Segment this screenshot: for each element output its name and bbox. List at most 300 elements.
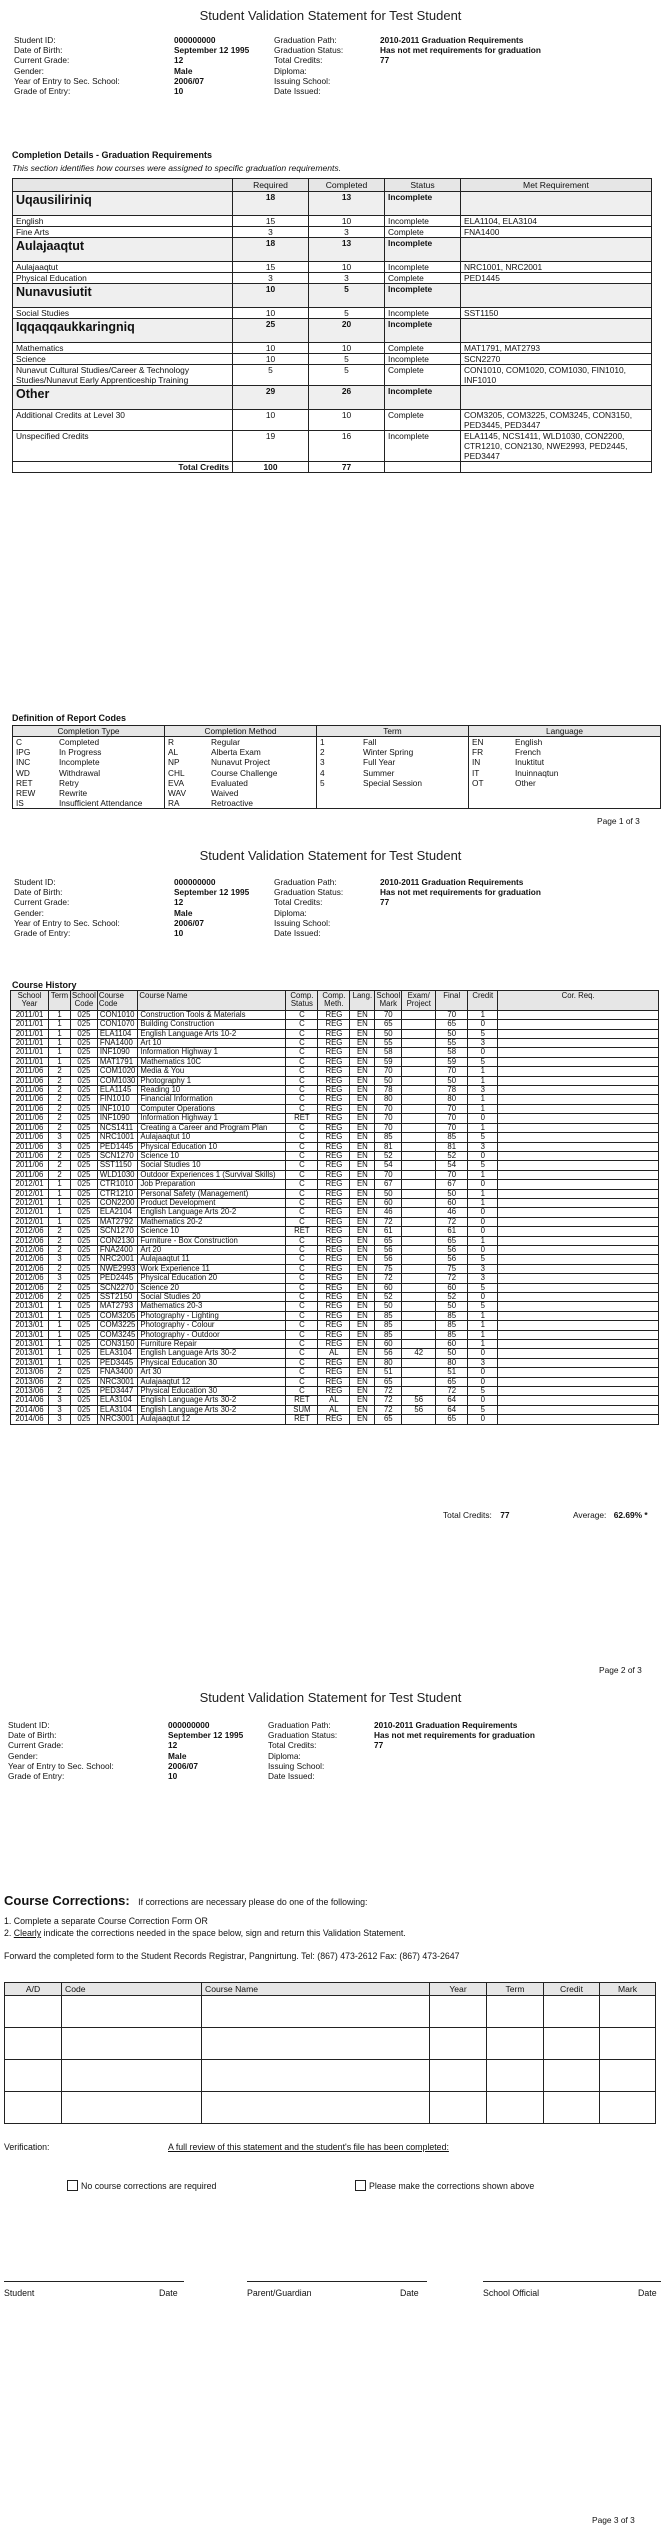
school-mark-cell: 70 — [375, 1114, 402, 1123]
language-cell: EN — [350, 1095, 375, 1104]
correction-entry-cell[interactable] — [430, 2060, 487, 2092]
code-definition — [469, 747, 660, 757]
correction-entry-cell[interactable] — [487, 2092, 544, 2124]
course-code-cell: CTR1010 — [97, 1180, 138, 1189]
school-year-cell: 2012/06 — [11, 1255, 49, 1264]
correction-required-cell — [498, 1048, 659, 1057]
col-header-exam-project: Exam/ Project — [402, 991, 436, 1011]
student-info-block — [8, 1720, 648, 1781]
final-mark-cell: 72 — [436, 1217, 468, 1226]
school-year-cell: 2012/01 — [11, 1180, 49, 1189]
info-label: Year of Entry to Sec. School: — [8, 1760, 114, 1771]
course-code-cell: INF1010 — [97, 1104, 138, 1113]
term-cell: 2 — [49, 1264, 71, 1273]
col-header-term: Term — [49, 991, 71, 1011]
exam-project-cell — [402, 1293, 436, 1302]
comp-status-cell: C — [286, 1377, 318, 1386]
term-cell: 1 — [49, 1048, 71, 1057]
school-year-cell: 2011/06 — [11, 1086, 49, 1095]
completed-credits: 10 — [309, 410, 385, 431]
course-code-cell: NRC2001 — [97, 1255, 138, 1264]
course-name-cell: Aulajaaqtut 11 — [138, 1255, 286, 1264]
info-value: 12 — [174, 897, 184, 908]
school-mark-cell: 70 — [375, 1170, 402, 1179]
comp-method-cell: REG — [318, 1415, 350, 1424]
language-cell: EN — [350, 1170, 375, 1179]
comp-status-cell: C — [286, 1274, 318, 1283]
course-code-cell: ELA1145 — [97, 1086, 138, 1095]
final-mark-cell: 55 — [436, 1039, 468, 1048]
school-code-cell: 025 — [71, 1387, 98, 1396]
exam-project-cell — [402, 1274, 436, 1283]
credit-cell: 3 — [468, 1142, 498, 1151]
exam-project-cell — [402, 1133, 436, 1142]
col-header-comp-method: Comp. Meth. — [318, 991, 350, 1011]
col-header-requirement — [13, 179, 233, 192]
school-year-cell: 2011/01 — [11, 1057, 49, 1066]
school-mark-cell: 70 — [375, 1067, 402, 1076]
course-history-row — [11, 1180, 659, 1189]
school-year-cell: 2012/01 — [11, 1189, 49, 1198]
met-requirement-courses — [461, 386, 652, 410]
language-cell: EN — [350, 1180, 375, 1189]
final-mark-cell: 56 — [436, 1255, 468, 1264]
school-code-cell: 025 — [71, 1405, 98, 1414]
term-cell: 2 — [49, 1368, 71, 1377]
correction-entry-cell[interactable] — [430, 2028, 487, 2060]
comp-method-cell: AL — [318, 1396, 350, 1405]
verification-statement: A full review of this statement and the student's file has been completed: — [168, 2142, 449, 2152]
school-year-cell: 2013/06 — [11, 1377, 49, 1386]
school-year-cell: 2011/06 — [11, 1076, 49, 1085]
school-code-cell: 025 — [71, 1189, 98, 1198]
school-year-cell: 2013/01 — [11, 1321, 49, 1330]
correction-entry-cell[interactable] — [600, 2060, 656, 2092]
correction-entry-cell[interactable] — [430, 1996, 487, 2028]
language-cell: EN — [350, 1039, 375, 1048]
course-code-cell: MAT1791 — [97, 1057, 138, 1066]
school-code-cell: 025 — [71, 1415, 98, 1424]
course-code-cell: CON1070 — [97, 1020, 138, 1029]
comp-status-cell: C — [286, 1161, 318, 1170]
info-row — [14, 86, 654, 96]
course-name-cell: Physical Education 20 — [138, 1274, 286, 1283]
credit-cell: 0 — [468, 1114, 498, 1123]
correction-entry-cell[interactable] — [544, 1996, 600, 2028]
col-header-course-name: Course Name — [202, 1983, 430, 1996]
correction-entry-cell[interactable] — [5, 2028, 62, 2060]
exam-project-cell — [402, 1104, 436, 1113]
info-value: 77 — [380, 897, 390, 908]
school-code-cell: 025 — [71, 1198, 98, 1207]
info-label: Issuing School: — [268, 1760, 325, 1771]
comp-status-cell: C — [286, 1086, 318, 1095]
course-history-row — [11, 1020, 659, 1029]
comp-status-cell: C — [286, 1189, 318, 1198]
school-year-cell: 2013/06 — [11, 1368, 49, 1377]
exam-project-cell: 42 — [402, 1349, 436, 1358]
correction-entry-cell[interactable] — [600, 2092, 656, 2124]
comp-status-cell: C — [286, 1236, 318, 1245]
info-row — [8, 1720, 648, 1730]
school-mark-cell: 67 — [375, 1180, 402, 1189]
completed-credits: 13 — [309, 192, 385, 216]
school-code-cell: 025 — [71, 1358, 98, 1367]
parent-signature-label: Parent/Guardian — [247, 2288, 312, 2298]
info-label: Gender: — [14, 907, 44, 918]
comp-status-cell: C — [286, 1029, 318, 1038]
exam-project-cell — [402, 1067, 436, 1076]
total-credits-row — [13, 462, 652, 473]
forward-instructions: Forward the completed form to the Student Records Registrar, Pangnirtung. Tel: (867) 473-2612 Fax: (867) 473-2647 — [4, 1951, 460, 1961]
term-cell: 2 — [49, 1095, 71, 1104]
requirement-group-row — [13, 319, 652, 343]
school-mark-cell: 60 — [375, 1283, 402, 1292]
met-requirement-courses: SST1150 — [461, 308, 652, 319]
correction-required-cell — [498, 1236, 659, 1245]
exam-project-cell — [402, 1048, 436, 1057]
comp-method-cell: REG — [318, 1368, 350, 1377]
col-header-school-year: School Year — [11, 991, 49, 1011]
comp-method-cell: REG — [318, 1330, 350, 1339]
info-label: Diploma: — [274, 65, 307, 76]
codes-column — [469, 737, 661, 809]
school-mark-cell: 60 — [375, 1198, 402, 1207]
language-cell: EN — [350, 1142, 375, 1151]
course-name-cell: Construction Tools & Materials — [138, 1010, 286, 1019]
comp-method-cell: REG — [318, 1283, 350, 1292]
final-mark-cell: 65 — [436, 1020, 468, 1029]
language-cell: EN — [350, 1151, 375, 1160]
correction-entry-cell[interactable] — [544, 2060, 600, 2092]
correction-entry-cell[interactable] — [62, 2092, 202, 2124]
code-definition — [13, 798, 164, 808]
info-value: September 12 1995 — [174, 887, 250, 898]
requirement-name: Fine Arts — [13, 227, 233, 238]
correction-required-cell — [498, 1133, 659, 1142]
correction-entry-row — [5, 2092, 656, 2124]
correction-required-cell — [498, 1180, 659, 1189]
requirement-status: Complete — [385, 227, 461, 238]
correction-required-cell — [498, 1358, 659, 1367]
school-year-cell: 2013/01 — [11, 1358, 49, 1367]
correction-entry-cell[interactable] — [430, 2092, 487, 2124]
correction-entry-cell[interactable] — [5, 1996, 62, 2028]
code-meaning: Alberta Exam — [211, 747, 261, 758]
info-label: Grade of Entry: — [14, 85, 71, 96]
info-value: 000000000 — [174, 877, 216, 887]
course-code-cell: NRC1001 — [97, 1133, 138, 1142]
correction-required-cell — [498, 1189, 659, 1198]
code-definition — [165, 788, 316, 798]
course-name-cell: Information Highway 1 — [138, 1048, 286, 1057]
course-history-row — [11, 1142, 659, 1151]
correction-required-cell — [498, 1114, 659, 1123]
student-signature-line[interactable] — [4, 2281, 184, 2282]
correction-step-1: 1. Complete a separate Course Correction Form OR — [4, 1916, 208, 1926]
info-row — [14, 45, 654, 55]
school-code-cell: 025 — [71, 1039, 98, 1048]
code-meaning: Waived — [211, 787, 239, 798]
met-requirement-courses: MAT1791, MAT2793 — [461, 343, 652, 354]
step2-emphasis: Clearly — [13, 1928, 42, 1938]
info-value: 2010-2011 Graduation Requirements — [380, 35, 524, 45]
info-label: Diploma: — [268, 1750, 301, 1761]
info-value: 2006/07 — [174, 75, 204, 86]
course-name-cell: Outdoor Experiences 1 (Survival Skills) — [138, 1170, 286, 1179]
correction-required-cell — [498, 1170, 659, 1179]
code-definition — [469, 778, 660, 788]
col-header-mark: Mark — [600, 1983, 656, 1996]
final-mark-cell: 52 — [436, 1293, 468, 1302]
course-code-cell: COM3245 — [97, 1330, 138, 1339]
requirement-row — [13, 308, 652, 319]
requirement-status: Incomplete — [385, 192, 461, 216]
col-header-met-requirement: Met Requirement — [461, 179, 652, 192]
credit-cell: 1 — [468, 1010, 498, 1019]
official-signature-line[interactable] — [483, 2281, 661, 2282]
language-cell: EN — [350, 1104, 375, 1113]
total-credits-summary — [443, 1510, 510, 1520]
page-title: Student Validation Statement for Test Student — [199, 848, 462, 863]
course-code-cell: SCN2270 — [97, 1283, 138, 1292]
code-definition — [469, 737, 660, 747]
credit-cell: 0 — [468, 1293, 498, 1302]
credit-cell: 1 — [468, 1170, 498, 1179]
info-label: Graduation Path: — [268, 1720, 331, 1730]
comp-method-cell: REG — [318, 1151, 350, 1160]
final-mark-cell: 80 — [436, 1095, 468, 1104]
term-cell: 2 — [49, 1114, 71, 1123]
correction-entry-cell[interactable] — [600, 1996, 656, 2028]
requirement-name: English — [13, 216, 233, 227]
correction-entry-cell[interactable] — [62, 2060, 202, 2092]
requirement-name: Nunavut Cultural Studies/Career & Technology Studies/Nunavut Early Apprenticeship Training — [13, 365, 233, 386]
comp-status-cell: C — [286, 1170, 318, 1179]
make-corrections-checkbox[interactable] — [355, 2180, 366, 2191]
language-cell: EN — [350, 1358, 375, 1367]
credit-cell: 1 — [468, 1311, 498, 1320]
correction-entry-cell[interactable] — [202, 1996, 430, 2028]
code-meaning: French — [515, 747, 541, 758]
comp-method-cell: REG — [318, 1245, 350, 1254]
requirement-name: Aulajaaqtut — [13, 262, 233, 273]
exam-project-cell — [402, 1180, 436, 1189]
code-key: CHL — [168, 767, 185, 778]
final-mark-cell: 70 — [436, 1010, 468, 1019]
code-meaning: Other — [515, 777, 536, 788]
requirement-status: Complete — [385, 343, 461, 354]
term-cell: 1 — [49, 1189, 71, 1198]
requirement-name: Science — [13, 354, 233, 365]
completed-credits: 5 — [309, 354, 385, 365]
comp-status-cell: C — [286, 1095, 318, 1104]
student-info-block — [14, 35, 654, 96]
met-requirement-courses — [461, 192, 652, 216]
credit-cell: 1 — [468, 1067, 498, 1076]
school-year-cell: 2012/06 — [11, 1227, 49, 1236]
required-credits: 5 — [233, 365, 309, 386]
info-value: 2010-2011 Graduation Requirements — [380, 877, 524, 887]
final-mark-cell: 70 — [436, 1114, 468, 1123]
language-cell: EN — [350, 1302, 375, 1311]
final-mark-cell: 61 — [436, 1227, 468, 1236]
correction-required-cell — [498, 1095, 659, 1104]
course-code-cell: MAT2792 — [97, 1217, 138, 1226]
info-value: 12 — [174, 55, 184, 66]
code-key: EN — [472, 737, 484, 747]
course-code-cell: FNA2400 — [97, 1245, 138, 1254]
correction-entry-cell[interactable] — [202, 2092, 430, 2124]
course-code-cell: PED3445 — [97, 1358, 138, 1367]
col-header-completed: Completed — [309, 179, 385, 192]
comp-status-cell: C — [286, 1255, 318, 1264]
course-name-cell: Photography 1 — [138, 1076, 286, 1085]
course-history-row — [11, 1321, 659, 1330]
correction-required-cell — [498, 1123, 659, 1132]
credit-cell: 1 — [468, 1236, 498, 1245]
info-label: Gender: — [8, 1750, 38, 1761]
credit-cell: 0 — [468, 1396, 498, 1405]
make-corrections-option[interactable] — [355, 2180, 534, 2191]
school-mark-cell: 58 — [375, 1048, 402, 1057]
term-cell: 2 — [49, 1086, 71, 1095]
exam-project-cell — [402, 1245, 436, 1254]
comp-method-cell: REG — [318, 1161, 350, 1170]
parent-signature-line[interactable] — [247, 2281, 427, 2282]
correction-entry-cell[interactable] — [544, 2028, 600, 2060]
exam-project-cell — [402, 1198, 436, 1207]
comp-method-cell: REG — [318, 1208, 350, 1217]
term-cell: 2 — [49, 1151, 71, 1160]
info-label: Current Grade: — [8, 1740, 64, 1751]
course-code-cell: COM3205 — [97, 1311, 138, 1320]
correction-entry-cell[interactable] — [62, 1996, 202, 2028]
no-corrections-checkbox[interactable] — [67, 2180, 78, 2191]
correction-required-cell — [498, 1076, 659, 1085]
info-row — [8, 1730, 648, 1740]
term-cell: 3 — [49, 1255, 71, 1264]
school-code-cell: 025 — [71, 1217, 98, 1226]
info-value: 10 — [174, 85, 184, 96]
comp-status-cell: C — [286, 1387, 318, 1396]
language-cell: EN — [350, 1377, 375, 1386]
exam-project-cell — [402, 1170, 436, 1179]
official-signature-label: School Official — [483, 2288, 540, 2298]
course-code-cell: FNA1400 — [97, 1039, 138, 1048]
make-corrections-label: Please make the corrections shown above — [369, 2181, 535, 2191]
term-cell: 1 — [49, 1198, 71, 1207]
language-cell: EN — [350, 1020, 375, 1029]
course-name-cell: Creating a Career and Program Plan — [138, 1123, 286, 1132]
info-label: Graduation Status: — [274, 887, 344, 898]
info-value: 2006/07 — [168, 1760, 198, 1771]
met-requirement-courses: COM3205, COM3225, COM3245, CON3150, PED3445, PED3447 — [461, 410, 652, 431]
credit-cell: 5 — [468, 1387, 498, 1396]
school-code-cell: 025 — [71, 1095, 98, 1104]
info-label: Student ID: — [14, 877, 56, 887]
final-mark-cell: 75 — [436, 1264, 468, 1273]
course-history-row — [11, 1368, 659, 1377]
comp-method-cell: REG — [318, 1387, 350, 1396]
code-definition — [469, 757, 660, 767]
final-mark-cell: 85 — [436, 1133, 468, 1142]
exam-project-cell — [402, 1020, 436, 1029]
comp-status-cell: C — [286, 1057, 318, 1066]
school-mark-cell: 85 — [375, 1321, 402, 1330]
met-requirement-courses: NRC1001, NRC2001 — [461, 262, 652, 273]
comp-status-cell: C — [286, 1048, 318, 1057]
requirement-status: Incomplete — [385, 354, 461, 365]
code-key: WD — [16, 767, 30, 778]
comp-method-cell: AL — [318, 1405, 350, 1414]
info-label: Issuing School: — [274, 917, 331, 928]
correction-entry-cell[interactable] — [487, 2028, 544, 2060]
correction-entry-cell[interactable] — [487, 1996, 544, 2028]
comp-status-cell: C — [286, 1198, 318, 1207]
completed-credits: 10 — [309, 343, 385, 354]
correction-entry-cell[interactable] — [5, 2092, 62, 2124]
correction-entry-cell[interactable] — [600, 2028, 656, 2060]
term-cell: 2 — [49, 1387, 71, 1396]
school-code-cell: 025 — [71, 1293, 98, 1302]
comp-status-cell: RET — [286, 1396, 318, 1405]
info-label: Date of Birth: — [14, 887, 63, 898]
course-name-cell: Reading 10 — [138, 1086, 286, 1095]
comp-status-cell: RET — [286, 1227, 318, 1236]
no-corrections-option[interactable] — [67, 2180, 216, 2191]
course-name-cell: Physical Education 30 — [138, 1387, 286, 1396]
school-mark-cell: 80 — [375, 1095, 402, 1104]
school-mark-cell: 54 — [375, 1161, 402, 1170]
correction-entry-cell[interactable] — [5, 2060, 62, 2092]
course-history-row — [11, 1114, 659, 1123]
credit-cell: 3 — [468, 1264, 498, 1273]
info-value: September 12 1995 — [168, 1730, 244, 1741]
course-name-cell: Mathematics 20-2 — [138, 1217, 286, 1226]
correction-required-cell — [498, 1057, 659, 1066]
col-header-language: Lang. — [350, 991, 375, 1011]
school-mark-cell: 65 — [375, 1415, 402, 1424]
required-credits: 15 — [233, 262, 309, 273]
completed-credits: 10 — [309, 216, 385, 227]
final-mark-cell: 81 — [436, 1142, 468, 1151]
info-label: Date of Birth: — [14, 45, 63, 56]
correction-entry-row — [5, 2028, 656, 2060]
comp-status-cell: C — [286, 1067, 318, 1076]
course-name-cell: Social Studies 20 — [138, 1293, 286, 1302]
info-value: September 12 1995 — [174, 45, 250, 56]
page-number: Page 2 of 3 — [599, 1665, 642, 1675]
comp-method-cell: REG — [318, 1170, 350, 1179]
correction-required-cell — [498, 1405, 659, 1414]
col-header-course-name: Course Name — [138, 991, 286, 1011]
page-number: Page 3 of 3 — [592, 2515, 635, 2525]
exam-project-cell — [402, 1189, 436, 1198]
met-requirement-courses: CON1010, COM1020, COM1030, FIN1010, INF1010 — [461, 365, 652, 386]
exam-project-cell — [402, 1311, 436, 1320]
correction-entry-cell[interactable] — [202, 2060, 430, 2092]
correction-entry-cell[interactable] — [62, 2028, 202, 2060]
code-meaning: Winter Spring — [363, 747, 414, 758]
correction-entry-cell[interactable] — [544, 2092, 600, 2124]
info-row — [8, 1751, 648, 1761]
correction-entry-cell[interactable] — [487, 2060, 544, 2092]
school-mark-cell: 50 — [375, 1302, 402, 1311]
course-history-row — [11, 1227, 659, 1236]
correction-entry-cell[interactable] — [202, 2028, 430, 2060]
term-cell: 2 — [49, 1377, 71, 1386]
